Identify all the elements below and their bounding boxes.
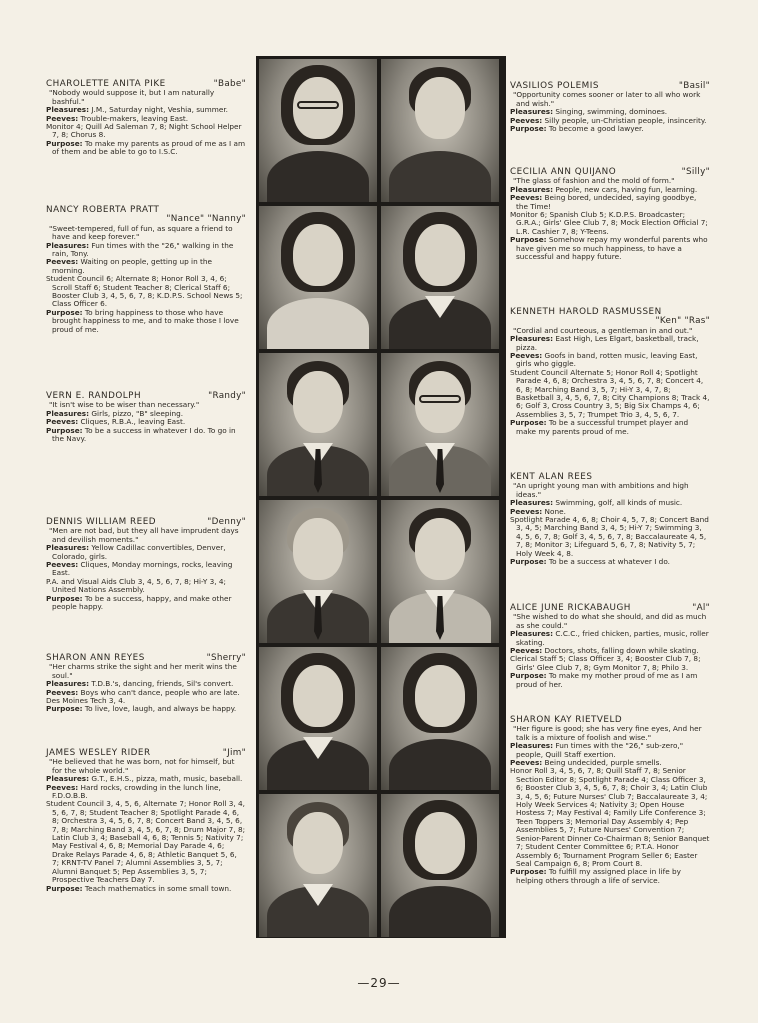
entry-reed (46, 518, 246, 611)
activities-line: P.A. and Visual Aids Club 3, 4, 5, 6, 7, 8; Hi-Y 3, 4; United Nations Assembly. (46, 576, 226, 595)
portrait-photo (259, 647, 377, 790)
purpose-line: Purpose: To live, love, laugh, and always be happy. (46, 704, 237, 714)
activities-line: Student Council Alternate 5; Honor Roll 4; Spotlight Parade 4, 6, 8; Orchestra 3, 4, 5, 6, 7, 8; Concert 4, 6, 8; Marching Band 3, 5, 7; Hi-Y 3, 4, 7, 8; Basketball 3, 4, 5, 6, 7, 8; City Champions 8; Track 4, 6; Golf 3, Cross Country 3, 5; Big Six Champs 4, 6; Assemblies 3, 5, 7; Trumpet Trio 3, 4, 5, 6, 7. (510, 367, 710, 419)
entry-pratt (46, 206, 246, 334)
purpose-line: Purpose: Teach mathematics in some small town. (46, 883, 232, 893)
purpose-line: Purpose: To make my mother proud of me as I am proud of her. (510, 671, 698, 689)
peeves-line: Peeves: Waiting on people, getting up in the morning. (46, 257, 213, 275)
purpose-line: Purpose: To be a success in whatever I do. To go in the Navy. (46, 425, 236, 444)
portrait-photo (381, 647, 499, 790)
pleasures-line: Pleasures: C.C.C., fried chicken, parties, music, roller skating. (510, 629, 709, 647)
activities-line: Monitor 4; Quill Ad Saleman 7, 8; Night School Helper 7, 8; Chorus 8. (46, 122, 242, 140)
student-nickname: "Al" (692, 603, 710, 613)
purpose-line: Purpose: To be a success, happy, and make other people happy. (46, 593, 232, 612)
peeves-line: Peeves: Cliques, Monday mornings, rocks, leaving East. (46, 560, 233, 578)
peeves-line: Peeves: Silly people, un-Christian people, insincerity. (510, 115, 707, 125)
portrait-photo (259, 353, 377, 496)
student-name: VASILIOS POLEMIS (510, 81, 599, 91)
activities-line: Spotlight Parade 4, 6, 8; Choir 4, 5, 7, 8; Concert Band 3, 4, 5; Marching Band 3, 4, 5; Hi-Y 7; Swimming 3, 4, 5, 6, 7, 8; Golf 3, 4, 5, 6, 7, 8; Baccalaureate 4, 5, 7, 8; Monitor 3; Lifeguard 5, 6, 7, 8; Nativity 5, 7; Holy Week 4, 8. (510, 515, 709, 558)
activities-line: Clerical Staff 5; Class Officer 3, 4; Booster Club 7, 8; Girls' Glee Club 7, 8; Gym Monitor 7, 8; Philo 3. (510, 654, 701, 672)
student-name: ALICE JUNE RICKABAUGH (510, 603, 631, 613)
student-name: CECILIA ANN QUIJANO (510, 167, 617, 177)
peeves-line: Peeves: Being bored, undecided, saying goodbye, the Time! (510, 193, 697, 211)
portrait-photo (259, 59, 377, 202)
pleasures-line: Pleasures: Swimming, golf, all kinds of music. (510, 498, 683, 508)
pleasures-line: Pleasures: Fun times with the "26," sub-zero," people, Quill Staff exertion. (510, 741, 684, 759)
pleasures-line: Pleasures: Fun times with the "26," walking in the rain, Tony. (46, 240, 234, 259)
portrait-grid (256, 56, 506, 938)
purpose-line: Purpose: To bring happiness to those who have brought happiness to me, and to make those I love proud of me. (46, 307, 239, 334)
activities-line: Honor Roll 3, 4, 5, 6, 7, 8; Quill Staff 7, 8; Senior Section Editor 8; Spotlight Parade 4; Class Officer 3, 6; Booster Club 3, 4, 5, 6, 7, 8; Choir 3, 4; Latin Club 3, 4, 5, 6; Future Nurses' Club 7; Baccalaureate 3, 4; Holy Week Services 4; Nativity 3; Open House Hostess 7; May Festival 4; Family Life Conference 3; Teen Toppers 3; Memorial Day Assembly 4; Pep Assemblies 5, 7; Future Nurses' Convention 7; Senior-Parent Dinner Co-Chairman 8; Senior Banquet 7; Student Center Committee 6; P.T.A. Honor Assembly 6; Tournament Program Seller 6; Easter Seal Campaign 6, 8; Prom Court 8. (510, 766, 710, 868)
entry-rasmussen (510, 308, 710, 436)
peeves-line: Peeves: Goofs in band, rotten music, leaving East, girls who giggle. (510, 351, 698, 369)
entry-quijano (510, 168, 710, 261)
pleasures-line: Pleasures: Singing, swimming, dominoes. (510, 107, 668, 117)
pleasures-line: Pleasures: Yellow Cadillac convertibles, Denver, Colorado, girls. (46, 543, 226, 561)
purpose-line: Purpose: To become a good lawyer. (510, 124, 644, 134)
student-quote: "Cordial and courteous, a gentleman in and out." (513, 325, 693, 335)
pleasures-line: Pleasures: People, new cars, having fun, learning. (510, 184, 698, 194)
peeves-line: Peeves: Being undecided, purple smells. (510, 758, 662, 768)
pleasures-line: Pleasures: G.T., E.H.S., pizza, math, music, baseball. (46, 774, 243, 784)
student-name: KENT ALAN REES (510, 472, 593, 482)
peeves-line: Peeves: Doctors, shots, falling down while skating. (510, 646, 699, 656)
purpose-line: Purpose: To fulfill my assigned place in life by helping others through a life of service. (510, 867, 681, 885)
portrait-photo (259, 206, 377, 349)
student-nickname: "Silly" (681, 167, 710, 177)
student-quote: "An upright young man with ambitions and high ideas." (513, 481, 689, 499)
portrait-photo (381, 59, 499, 202)
portrait-photo (381, 500, 499, 643)
student-nickname: "Sherry" (206, 653, 246, 663)
portrait-photo (381, 206, 499, 349)
page-number: —29— (357, 976, 401, 990)
student-nickname: "Ken" "Ras" (655, 316, 710, 327)
student-name: NANCY ROBERTA PRATT (46, 205, 160, 215)
activities-line: Monitor 6; Spanish Club 5; K.D.P.S. Broadcaster; G.R.A.; Girls' Glee Club 7, 8; Mock Election Official 7; L.R. Cashier 7, 8; Y-Teens. (510, 210, 708, 236)
peeves-line: Peeves: Cliques, R.B.A., leaving East. (46, 417, 186, 427)
pleasures-line: Pleasures: T.D.B.'s, dancing, friends, Sil's convert. (46, 679, 234, 689)
entry-reyes (46, 654, 246, 714)
entry-rietveld (510, 716, 710, 885)
student-name: JAMES WESLEY RIDER (46, 748, 151, 758)
peeves-line: Peeves: Hard rocks, crowding in the lunch line, F.D.O.B.B. (46, 782, 221, 801)
student-name: SHARON KAY RIETVELD (510, 715, 623, 725)
peeves-line: Peeves: Boys who can't dance, people who are late. (46, 687, 240, 697)
student-nickname: "Denny" (207, 517, 246, 527)
peeves-line: Peeves: Trouble-makers, leaving East. (46, 113, 189, 123)
glasses-shape (297, 101, 339, 109)
student-quote: "She wished to do what she should, and did as much as she could." (513, 612, 707, 630)
student-nickname: "Babe" (213, 79, 246, 89)
entry-rider (46, 749, 246, 893)
student-name: VERN E. RANDOLPH (46, 391, 142, 401)
student-name: DENNIS WILLIAM REED (46, 517, 157, 527)
student-quote: "The glass of fashion and the mold of form." (513, 176, 675, 186)
activities-line: Student Council 3, 4, 5, 6, Alternate 7; Honor Roll 3, 4, 5, 6, 7, 8; Student Teacher 8; Spotlight Parade 4, 6, 8; Orchestra 3, 4, 5, 6, 7, 8; Concert Band 3, 4, 5, 6, 7, 8; Marching Band 3, 4, 5, 6, 7, 8; Drum Major 7, 8; Latin Club 3, 4; Baseball 4, 6, 8; Tennis 5; Nativity 7; May Festival 4, 6, 8; Memorial Day Parade 4, 6; Drake Relays Parade 4, 6, 8; Athletic Banquet 5, 6, 7; KRNT-TV Panel 7; Alumni Assemblies 3, 5, 7; Alumni Banquet 5; Pep Assemblies 3, 5, 7; Prospective Teachers Day 7. (46, 799, 246, 885)
student-quote: "Men are not bad, but they all have imprudent days and devilish moments." (49, 526, 239, 544)
entry-pike (46, 80, 246, 157)
student-quote: "It isn't wise to be wiser than necessary." (49, 400, 200, 410)
pleasures-line: Pleasures: Girls, pizzo, "B" sleeping. (46, 408, 184, 418)
portrait-photo (381, 353, 499, 496)
student-name: SHARON ANN REYES (46, 653, 145, 663)
pleasures-line: Pleasures: J.M., Saturday night, Veshia, summer. (46, 105, 229, 115)
student-name: CHAROLETTE ANITA PIKE (46, 79, 166, 89)
student-quote: "Her charms strike the sight and her merit wins the soul." (49, 662, 237, 680)
entry-polemis (510, 82, 710, 133)
student-quote: "Nobody would suppose it, but I am naturally bashful." (49, 88, 215, 106)
pleasures-line: Pleasures: East High, Les Elgart, basketball, track, pizza. (510, 334, 699, 352)
student-quote: "Her figure is good; she has very fine eyes, And her talk is a mixture of foolish and wise." (513, 724, 702, 742)
student-nickname: "Nance" "Nanny" (166, 214, 246, 225)
student-nickname: "Jim" (222, 748, 246, 758)
student-name: KENNETH HAROLD RASMUSSEN (510, 307, 662, 317)
purpose-line: Purpose: To be a success at whatever I do. (510, 557, 670, 567)
portrait-photo (259, 500, 377, 643)
purpose-line: Purpose: Somehow repay my wonderful parents who have given me so much happiness, to have a successful and happy future. (510, 235, 708, 262)
student-nickname: "Randy" (208, 391, 246, 401)
entry-rickabaugh (510, 604, 710, 689)
activities-line: Des Moines Tech 3, 4. (46, 696, 126, 706)
purpose-line: Purpose: To be a successful trumpet player and make my parents proud of me. (510, 418, 689, 436)
peeves-line: Peeves: None. (510, 506, 566, 516)
entry-randolph (46, 392, 246, 443)
student-quote: "Opportunity comes sooner or later to all who work and wish." (513, 90, 701, 108)
entry-rees (510, 473, 710, 566)
student-nickname: "Basil" (678, 81, 710, 91)
portrait-photo (259, 794, 377, 937)
activities-line: Student Council 6; Alternate 8; Honor Roll 3, 4, 6; Scroll Staff 6; Student Teacher 8; Clerical Staff 6; Booster Club 3, 4, 5, 6, 7, 8; K.D.P.S. School News 5; Class Officer 6. (46, 274, 243, 309)
student-quote: "He believed that he was born, not for himself, but for the whole world." (49, 757, 235, 775)
portrait-photo (381, 794, 499, 937)
student-quote: "Sweet-tempered, full of fun, as square a friend to have and keep forever." (49, 223, 233, 242)
purpose-line: Purpose: To make my parents as proud of me as I am of them and be able to go to I.S.C. (46, 138, 246, 157)
